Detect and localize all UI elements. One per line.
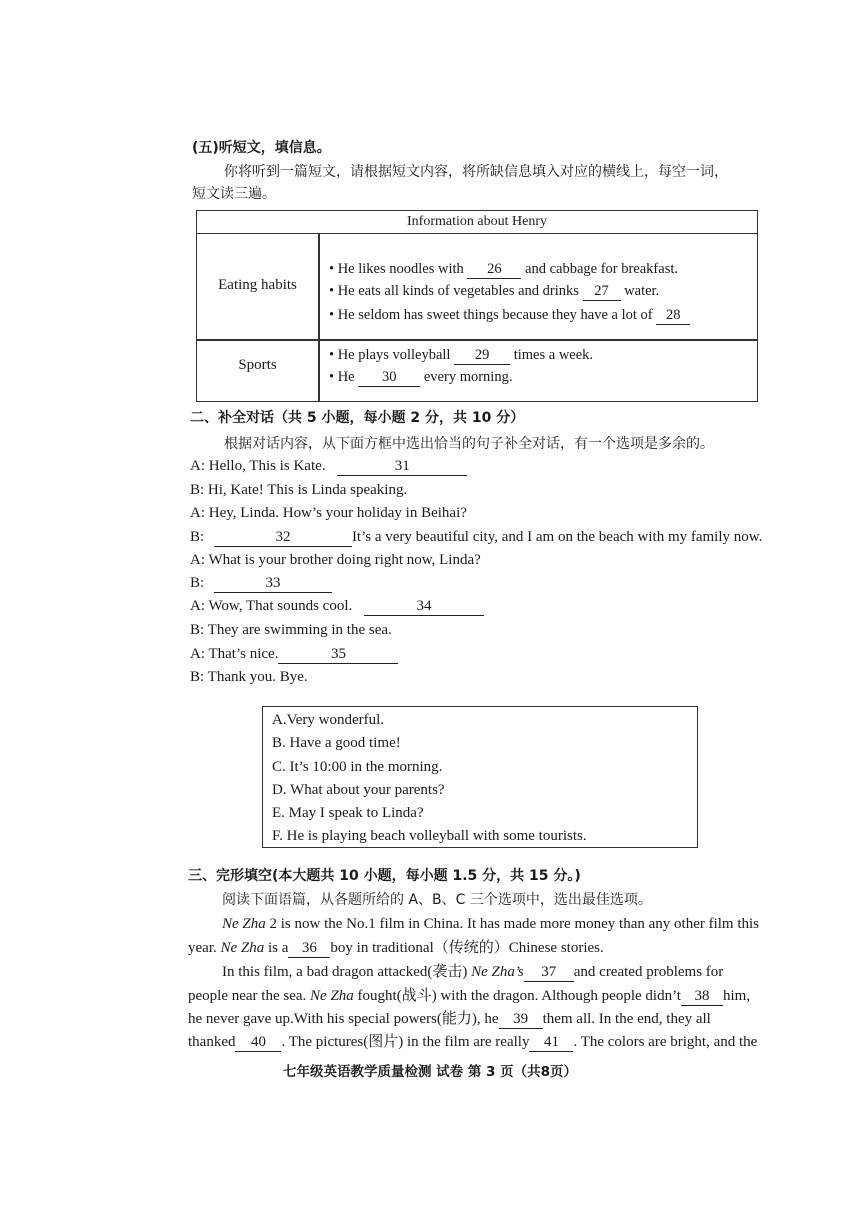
blank-39: 39 (499, 1010, 543, 1029)
dialogue-line: A: What is your brother doing right now, Linda? (190, 552, 481, 568)
dialogue-line: B: 32 It’s a very beautiful city, and I am on the beach with my family now. (190, 529, 763, 545)
option-item: C. It’s 10:00 in the morning. (272, 759, 443, 775)
blank-36: 36 (288, 939, 330, 958)
bullet-icon: • (329, 261, 335, 277)
blank-38: 38 (681, 987, 723, 1006)
blank-32: 32 (214, 528, 352, 547)
table-bullet-item: • He plays volleyball 29 times a week. (329, 347, 594, 363)
section5-instruction-line1: 你将听到一篇短文，请根据短文内容，将所缺信息填入对应的横线上，每空一词， (224, 164, 728, 180)
blank-33: 33 (214, 574, 332, 593)
blank-34: 34 (364, 597, 484, 616)
dialogue-line: B: Thank you. Bye. (190, 669, 308, 685)
part2-instruction: 根据对话内容，从下面方框中选出恰当的句子补全对话，有一个选项是多余的。 (224, 436, 714, 452)
row-label-eating-habits: Eating habits (218, 277, 297, 293)
table-bullet-item: • He 30 every morning. (329, 369, 513, 385)
passage-line: thanked 40 . The pictures(图片) in the film are really 41 . The colors are bright, and the (188, 1034, 758, 1050)
blank-27: 27 (583, 282, 621, 301)
bullet-icon: • (329, 347, 335, 363)
blank-41: 41 (529, 1033, 573, 1052)
blank-40: 40 (235, 1033, 281, 1052)
part3-instruction: 阅读下面语篇，从各题所给的 A、B、C 三个选项中，选出最佳选项。 (222, 892, 652, 908)
info-table (196, 210, 758, 402)
option-item: A.Very wonderful. (272, 712, 385, 728)
blank-29: 29 (454, 346, 510, 365)
section5-heading: (五)听短文，填信息。 (192, 140, 331, 156)
table-bullet-item: • He seldom has sweet things because they have a lot of 28 (329, 305, 690, 325)
dialogue-line: B: 33 (190, 573, 332, 593)
dialogue-line: B: They are swimming in the sea. (190, 622, 392, 638)
page-footer: 七年级英语教学质量检测 试卷 第 3 页（共8页） (282, 1064, 578, 1080)
blank-35: 35 (278, 645, 398, 664)
option-item: E. May I speak to Linda? (272, 805, 424, 821)
passage-line: Ne Zha 2 is now the No.1 film in China. It has made more money than any other film this (222, 916, 760, 932)
dialogue-line: B: Hi, Kate! This is Linda speaking. (190, 482, 408, 498)
option-item: F. He is playing beach volleyball with some tourists. (272, 828, 587, 844)
row-label-sports: Sports (238, 357, 277, 373)
bullet-icon: • (329, 307, 335, 323)
dialogue-line: A: Hello, This is Kate. 31 (190, 456, 467, 476)
dialogue-line: A: That’s nice. 35 (190, 644, 398, 664)
blank-26: 26 (467, 260, 521, 279)
dialogue-line: A: Wow, That sounds cool. 34 (190, 596, 484, 616)
bullet-icon: • (329, 283, 335, 299)
passage-line: people near the sea. Ne Zha fought(战斗) with the dragon. Although people didn’t 38 him, (188, 988, 751, 1004)
table-divider-vertical (318, 233, 320, 401)
part2-heading: 二、补全对话（共 5 小题，每小题 2 分，共 10 分） (190, 410, 525, 426)
bullet-icon: • (329, 369, 335, 385)
passage-line: year. Ne Zha is a 36 boy in traditional（传统的）Chinese stories. (188, 940, 604, 956)
table-bullet-item: • He eats all kinds of vegetables and drinks 27 water. (329, 283, 660, 299)
blank-30: 30 (358, 368, 420, 387)
table-divider-horizontal (197, 339, 757, 341)
table-bullet-item: • He likes noodles with 26 and cabbage for breakfast. (329, 261, 678, 277)
options-box (262, 706, 698, 848)
info-table-title: Information about Henry (197, 211, 757, 234)
passage-line: he never gave up.With his special powers(能力), he 39 them all. In the end, they all (188, 1011, 711, 1027)
blank-37: 37 (524, 963, 574, 982)
option-item: D. What about your parents? (272, 782, 445, 798)
blank-31: 31 (337, 457, 467, 476)
blank-28: 28 (656, 306, 690, 325)
passage-line: In this film, a bad dragon attacked(袭击) Ne Zha’s 37 and created problems for (222, 964, 724, 980)
option-item: B. Have a good time! (272, 735, 401, 751)
part3-heading: 三、完形填空(本大题共 10 小题，每小题 1.5 分，共 15 分。) (188, 868, 581, 884)
dialogue-line: A: Hey, Linda. How’s your holiday in Beihai? (190, 505, 467, 521)
section5-instruction-line2: 短文读三遍。 (192, 186, 276, 202)
